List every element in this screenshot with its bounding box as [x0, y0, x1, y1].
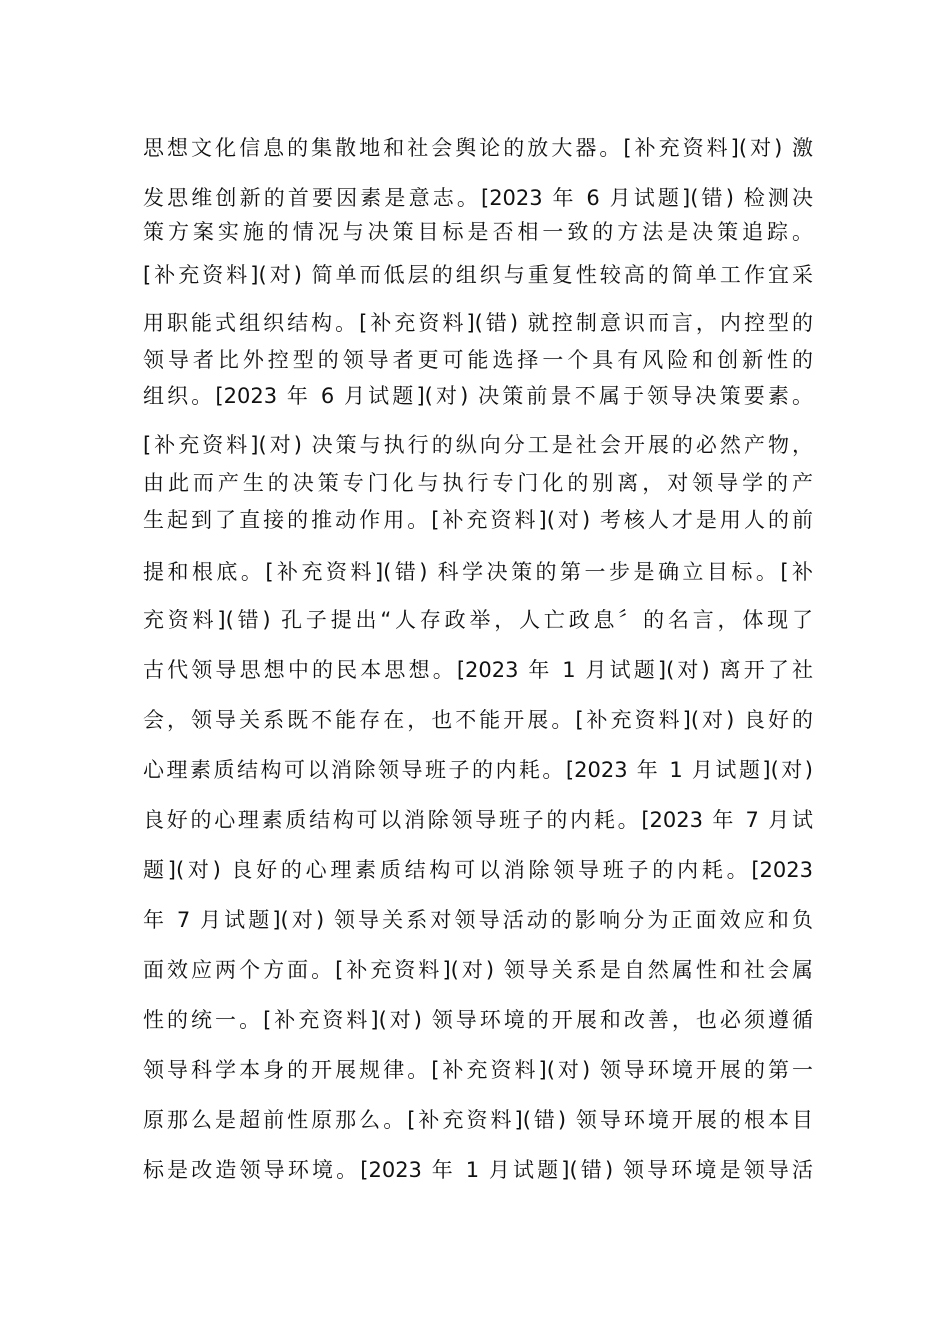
text-line-7: 组织。[2023 年 6 月试题](对) 决策前景不属于领导决策要素。 [143, 384, 813, 408]
text-line-3: 策方案实施的情况与决策目标是否相一致的方法是决策追踪。 [143, 220, 813, 244]
text-line-15: 心理素质结构可以消除领导班子的内耗。[2023 年 1 月试题](对) [143, 758, 813, 782]
text-line-9: 由此而产生的决策专门化与执行专门化的别离，对领导学的产 [143, 471, 813, 495]
text-line-5: 用职能式组织结构。[补充资料](错) 就控制意识而言，内控型的 [143, 311, 813, 335]
text-line-8: [补充资料](对) 决策与执行的纵向分工是社会开展的必然产物， [143, 433, 813, 457]
text-line-11: 提和根底。[补充资料](错) 科学决策的第一步是确立目标。[补 [143, 560, 813, 584]
text-line-20: 性的统一。[补充资料](对) 领导环境的开展和改善，也必须遵循 [143, 1008, 813, 1032]
text-line-14: 会，领导关系既不能存在，也不能开展。[补充资料](对) 良好的 [143, 708, 813, 732]
text-line-19: 面效应两个方面。[补充资料](对) 领导关系是自然属性和社会属 [143, 958, 813, 982]
text-line-12: 充资料](错) 孔子提出“人存政举，人亡政息〞的名言，体现了 [143, 608, 813, 632]
text-line-13: 古代领导思想中的民本思想。[2023 年 1 月试题](对) 离开了社 [143, 658, 813, 682]
text-line-23: 标是改造领导环境。[2023 年 1 月试题](错) 领导环境是领导活 [143, 1158, 813, 1182]
text-line-10: 生起到了直接的推动作用。[补充资料](对) 考核人才是用人的前 [143, 508, 813, 532]
text-line-6: 领导者比外控型的领导者更可能选择一个具有风险和创新性的 [143, 348, 813, 372]
text-line-18: 年 7 月试题](对) 领导关系对领导活动的影响分为正面效应和负 [143, 908, 813, 932]
text-line-2: 发思维创新的首要因素是意志。[2023 年 6 月试题](错) 检测决 [143, 186, 813, 210]
text-line-4: [补充资料](对) 简单而低层的组织与重复性较高的简单工作宜采 [143, 263, 813, 287]
text-line-17: 题](对) 良好的心理素质结构可以消除领导班子的内耗。[2023 [143, 858, 813, 882]
text-line-16: 良好的心理素质结构可以消除领导班子的内耗。[2023 年 7 月试 [143, 808, 813, 832]
text-line-1: 思想文化信息的集散地和社会舆论的放大器。[补充资料](对) 激 [143, 136, 813, 160]
text-line-22: 原那么是超前性原那么。[补充资料](错) 领导环境开展的根本目 [143, 1108, 813, 1132]
text-line-21: 领导科学本身的开展规律。[补充资料](对) 领导环境开展的第一 [143, 1058, 813, 1082]
